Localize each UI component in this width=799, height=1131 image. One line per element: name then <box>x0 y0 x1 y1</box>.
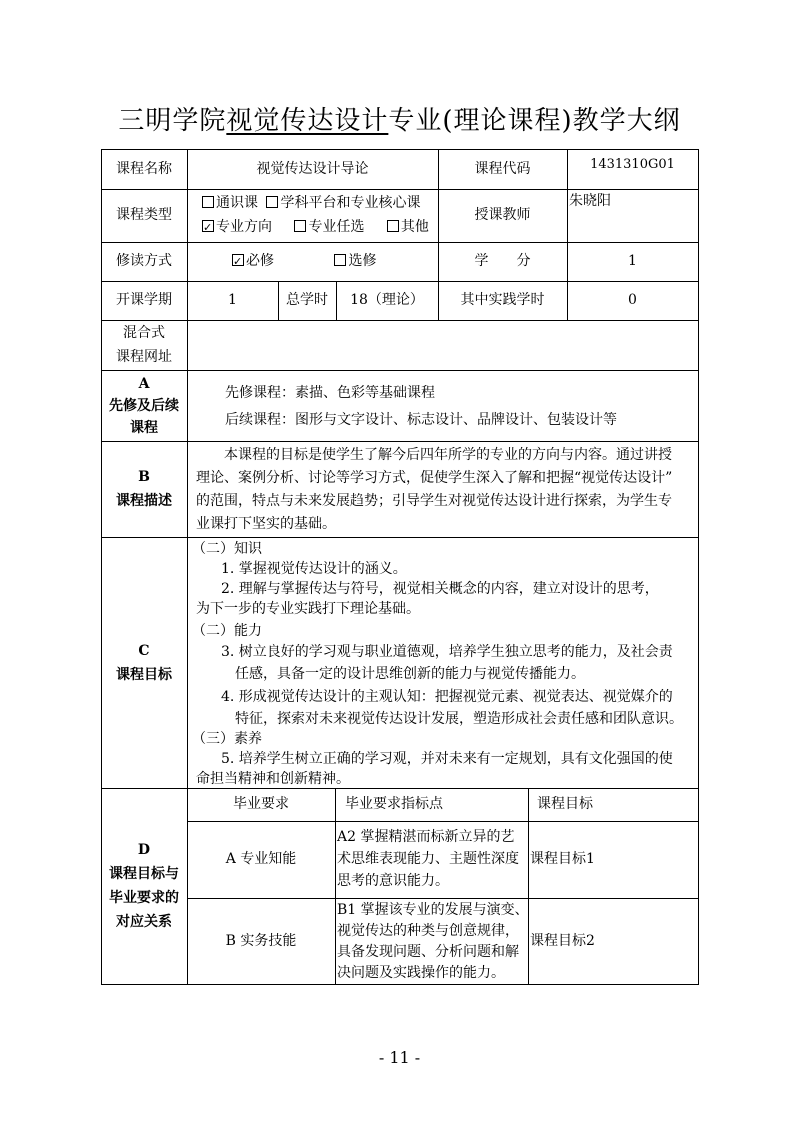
course-url-label-line1: 混合式 <box>123 325 165 341</box>
section-c-label-text: 课程目标 <box>116 666 172 683</box>
indicator-b <box>337 900 529 984</box>
objective-line: 2. 理解与掌握传达与符号，视觉相关概念的内容，建立对设计的思考， <box>221 581 659 597</box>
section-b-label-text: 课程描述 <box>116 493 172 509</box>
indicator-b-line: B1 掌握该专业的发展与演变、 <box>337 902 529 918</box>
col-header-indicator: 毕业要求指标点 <box>345 796 443 812</box>
objective-line: （二）知识 <box>192 541 262 557</box>
section-d-label-line2: 毕业要求的 <box>109 890 179 906</box>
course-name-value: 视觉传达设计导论 <box>256 160 369 177</box>
objective-line: 3. 树立良好的学习观与职业道德观，培养学生独立思考的能力，及社会责 <box>221 644 673 660</box>
description-line: 业课打下坚实的基础。 <box>196 516 336 532</box>
objective-line: 命担当精神和创新精神。 <box>196 771 350 787</box>
course-type-label: 课程类型 <box>116 207 172 223</box>
page-number: - 11 - <box>378 1048 421 1067</box>
section-b-letter: B <box>138 469 150 485</box>
credit-value: 1 <box>628 253 637 269</box>
checkbox-platform[interactable] <box>266 196 278 208</box>
semester-value: 1 <box>228 292 237 308</box>
title-prefix: 三明学院 <box>118 106 227 136</box>
checkbox-direction[interactable] <box>202 220 214 232</box>
objective-line: 为下一步的专业实践打下理论基础。 <box>196 601 420 617</box>
course-type-options-line1 <box>202 192 420 215</box>
course-code-label: 课程代码 <box>474 160 531 177</box>
section-a-label-line1: 先修及后续 <box>109 397 179 414</box>
requirement-a: A 专业知能 <box>225 851 297 867</box>
section-a-label-line2: 课程 <box>130 419 158 436</box>
option-other: 其他 <box>400 219 429 235</box>
option-elective: 选修 <box>348 253 377 269</box>
section-d-label-line1: 课程目标与 <box>109 866 179 882</box>
objective-line: 特征，探索对未来视觉传达设计发展，塑造形成社会责任感和团队意识。 <box>235 711 683 727</box>
indicator-b-line: 决问题及实践操作的能力。 <box>337 965 505 981</box>
option-general: 通识课 <box>216 195 258 211</box>
section-d-letter: D <box>137 842 151 858</box>
course-url-label-line2: 课程网址 <box>116 349 172 365</box>
teacher-value: 朱晓阳 <box>569 193 611 209</box>
page-title <box>0 100 799 137</box>
practice-hours-label: 其中实践学时 <box>460 292 545 308</box>
section-b-label <box>101 441 187 537</box>
course-code-value: 1431310G01 <box>590 156 675 172</box>
followup-courses: 后续课程：图形与文字设计、标志设计、品牌设计、包装设计等 <box>225 412 617 428</box>
goal-a: 课程目标1 <box>530 851 595 867</box>
option-direction: 专业方向 <box>216 219 272 235</box>
objective-line: 5. 培养学生树立正确的学习观，并对未来有一定规划，具有文化强国的使 <box>221 751 673 767</box>
objective-line: 1. 掌握视觉传达设计的涵义。 <box>221 561 407 577</box>
study-mode-options <box>232 250 376 273</box>
section-a-letter: A <box>138 375 150 392</box>
section-c-label <box>101 537 187 788</box>
checkbox-optional[interactable] <box>294 220 306 232</box>
description-line: 的范围，特点与未来发展趋势；引导学生对视觉传达设计进行探索，为学生专 <box>196 493 672 509</box>
goal-b: 课程目标2 <box>530 932 595 949</box>
checkbox-elective[interactable] <box>334 254 346 266</box>
title-suffix: 专业(理论课程)教学大纲 <box>388 106 681 136</box>
col-header-requirement: 毕业要求 <box>233 796 289 812</box>
total-hours-label: 总学时 <box>286 292 328 308</box>
credit-label: 学 分 <box>474 253 531 269</box>
col-header-goal: 课程目标 <box>537 796 593 812</box>
requirement-b: B 实务技能 <box>225 932 297 949</box>
semester-label: 开课学期 <box>116 292 172 308</box>
prerequisite-courses: 先修课程：素描、色彩等基础课程 <box>225 385 435 401</box>
practice-hours-value: 0 <box>628 292 637 308</box>
checkbox-general[interactable] <box>202 196 214 208</box>
description-line: 理论、案例分析、讨论等学习方式，促使学生深入了解和把握“视觉传达设计” <box>196 470 673 486</box>
course-type-options-line2 <box>202 216 429 239</box>
indicator-a-line: 思考的意识能力。 <box>337 873 449 889</box>
indicator-a <box>337 826 519 892</box>
checkbox-other[interactable] <box>387 220 399 232</box>
indicator-b-line: 视觉传达的种类与创意规律， <box>337 923 519 939</box>
option-optional: 专业任选 <box>308 219 365 235</box>
teacher-label: 授课教师 <box>474 207 531 223</box>
course-name-label: 课程名称 <box>116 160 172 177</box>
option-platform: 学科平台和专业核心课 <box>280 195 421 211</box>
objective-line: （二）能力 <box>192 623 262 639</box>
title-major: 视觉传达设计 <box>226 106 389 136</box>
section-a-label <box>101 370 187 441</box>
description-line: 本课程的目标是使学生了解今后四年所学的专业的方向与内容。通过讲授 <box>224 447 672 463</box>
checkbox-required[interactable] <box>232 254 244 266</box>
course-url-label <box>101 320 187 370</box>
course-url-value[interactable] <box>187 320 698 370</box>
section-d-label <box>101 788 187 984</box>
study-mode-label: 修读方式 <box>116 253 172 269</box>
objective-line: （三）素养 <box>192 731 262 747</box>
indicator-a-line: 术思维表现能力、主题性深度 <box>337 851 519 867</box>
option-required: 必修 <box>246 253 274 269</box>
indicator-a-line: A2 掌握精湛而标新立异的艺 <box>337 829 515 845</box>
objective-line: 4. 形成视觉传达设计的主观认知：把握视觉元素、视觉表达、视觉媒介的 <box>221 689 673 705</box>
section-c-letter: C <box>138 642 150 659</box>
indicator-b-line: 具备发现问题、分析问题和解 <box>337 944 519 960</box>
section-d-label-line3: 对应关系 <box>116 914 172 930</box>
total-hours-value: 18（理论） <box>350 292 424 308</box>
objective-line: 任感，具备一定的设计思维创新的能力与视觉传播能力。 <box>235 666 585 682</box>
